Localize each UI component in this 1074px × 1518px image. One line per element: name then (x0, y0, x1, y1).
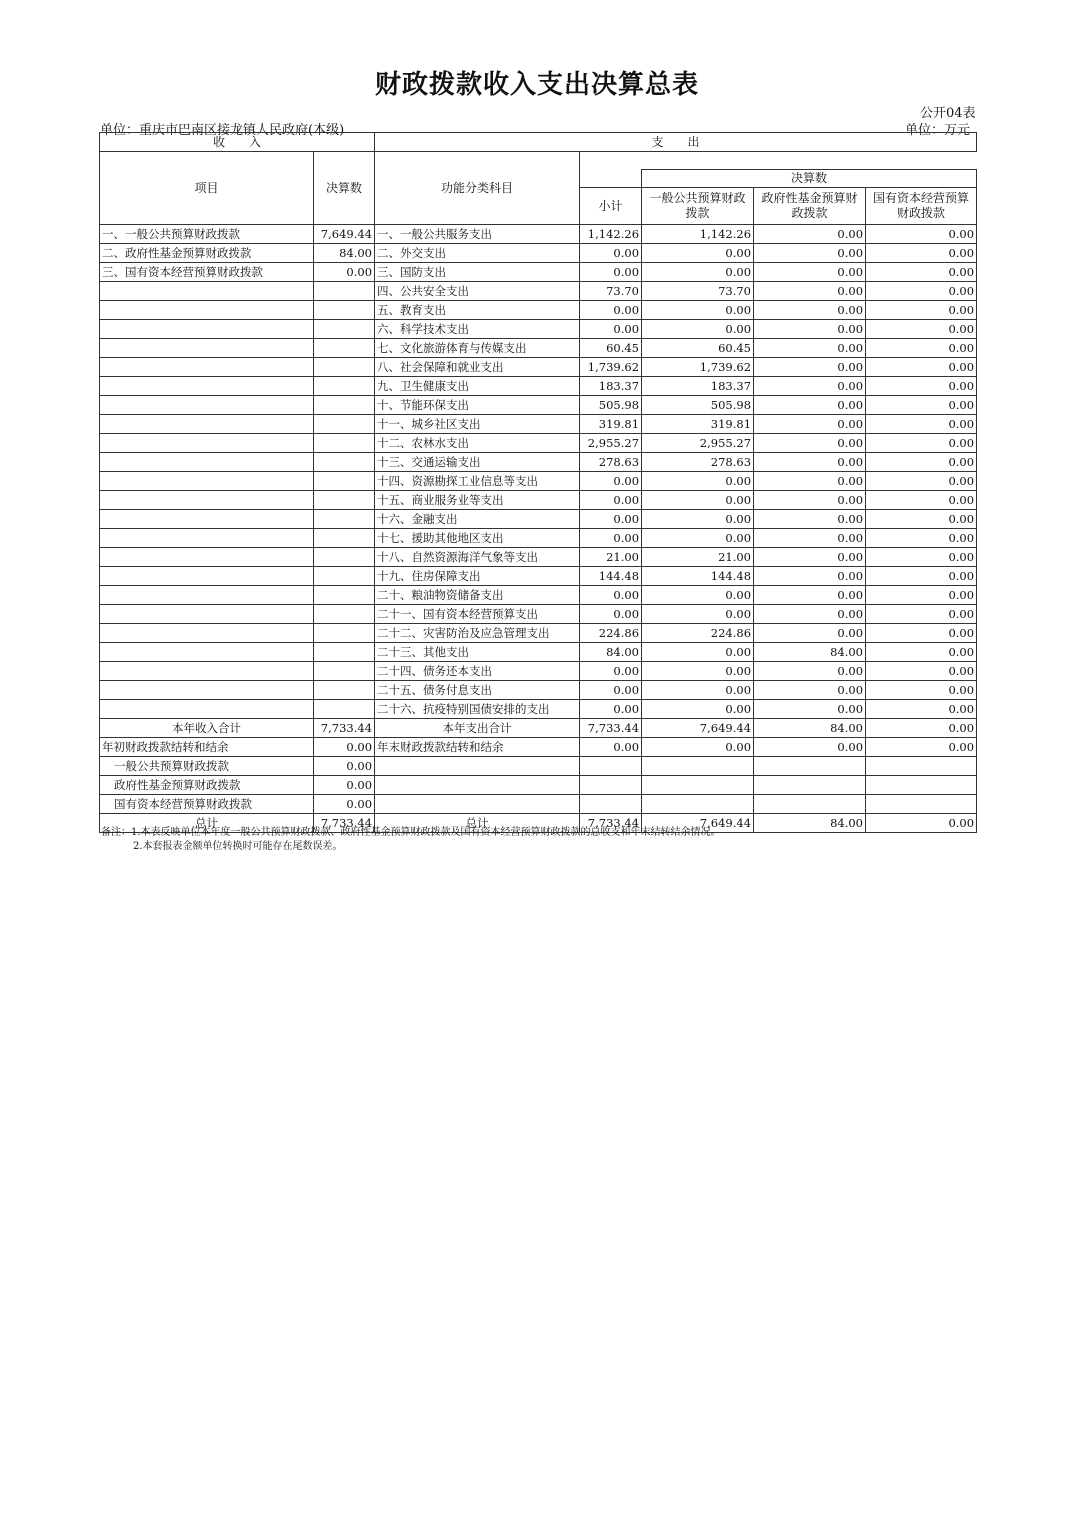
income-item (100, 643, 314, 662)
expense-subtotal: 319.81 (580, 415, 642, 434)
expense-state: 0.00 (866, 415, 977, 434)
grand-expense-total-label: 总计 (375, 814, 580, 833)
form-number: 公开04表 (920, 106, 976, 121)
carry-sub-amount: 0.00 (314, 757, 375, 776)
expense-fund: 0.00 (754, 681, 866, 700)
table-row (100, 681, 977, 700)
expense-header: 支 出 (375, 133, 977, 152)
expense-state: 0.00 (866, 358, 977, 377)
income-amount (314, 586, 375, 605)
expense-subtotal: 0.00 (580, 472, 642, 491)
expense-subtotal: 0.00 (580, 510, 642, 529)
empty-cell (580, 795, 642, 814)
expense-function: 二十三、其他支出 (375, 643, 580, 662)
expense-subtotal: 0.00 (580, 244, 642, 263)
carry-sub-row (100, 776, 977, 795)
carry-out-label: 年末财政拨款结转和结余 (375, 738, 580, 757)
expense-function: 十二、农林水支出 (375, 434, 580, 453)
expense-subtotal: 0.00 (580, 605, 642, 624)
carry-sub-label: 一般公共预算财政拨款 (100, 757, 314, 776)
empty-cell (580, 776, 642, 795)
table-row (100, 396, 977, 415)
expense-subtotal: 60.45 (580, 339, 642, 358)
income-amount (314, 491, 375, 510)
income-item (100, 377, 314, 396)
expense-state: 0.00 (866, 681, 977, 700)
expense-function: 十四、资源勘探工业信息等支出 (375, 472, 580, 491)
func-header: 功能分类科目 (375, 152, 580, 225)
expense-state: 0.00 (866, 244, 977, 263)
expense-state: 0.00 (866, 339, 977, 358)
income-amount (314, 681, 375, 700)
expense-fund: 0.00 (754, 396, 866, 415)
reporting-unit: 单位：重庆市巴南区接龙镇人民政府(本级) (100, 123, 345, 138)
empty-cell (754, 757, 866, 776)
income-item (100, 301, 314, 320)
empty-cell (754, 795, 866, 814)
item-header: 项目 (100, 152, 314, 225)
carry-sub-label: 国有资本经营预算财政拨款 (100, 795, 314, 814)
expense-function: 二、外交支出 (375, 244, 580, 263)
expense-fund: 84.00 (754, 643, 866, 662)
income-amount: 84.00 (314, 244, 375, 263)
expense-fund: 0.00 (754, 548, 866, 567)
table-row (100, 377, 977, 396)
expense-fund: 0.00 (754, 567, 866, 586)
expense-fund: 0.00 (754, 491, 866, 510)
empty-cell (642, 776, 754, 795)
expense-general: 60.45 (642, 339, 754, 358)
empty-cell (580, 757, 642, 776)
income-item (100, 700, 314, 719)
expense-subtotal: 1,142.26 (580, 225, 642, 244)
expense-general: 144.48 (642, 567, 754, 586)
settle-header: 决算数 (642, 170, 977, 188)
table-row (100, 358, 977, 377)
table-row (100, 567, 977, 586)
expense-general: 224.86 (642, 624, 754, 643)
expense-subtotal: 0.00 (580, 491, 642, 510)
budget-table (99, 132, 977, 833)
income-amount (314, 643, 375, 662)
expense-fund: 0.00 (754, 358, 866, 377)
year-total-row (100, 719, 977, 738)
expense-fund: 0.00 (754, 605, 866, 624)
expense-function: 二十五、债务付息支出 (375, 681, 580, 700)
expense-function: 十五、商业服务业等支出 (375, 491, 580, 510)
grand-income-total-label: 总计 (100, 814, 314, 833)
empty-cell (375, 795, 580, 814)
year-expense-general: 7,649.44 (642, 719, 754, 738)
expense-general: 0.00 (642, 320, 754, 339)
expense-subtotal: 183.37 (580, 377, 642, 396)
table-row (100, 263, 977, 282)
expense-subtotal: 73.70 (580, 282, 642, 301)
income-item: 二、政府性基金预算财政拨款 (100, 244, 314, 263)
expense-subtotal: 0.00 (580, 263, 642, 282)
expense-function: 十九、住房保障支出 (375, 567, 580, 586)
expense-subtotal: 1,739.62 (580, 358, 642, 377)
expense-general: 319.81 (642, 415, 754, 434)
income-item (100, 434, 314, 453)
expense-state: 0.00 (866, 396, 977, 415)
state-header: 国有资本经营预算财政拨款 (866, 188, 977, 225)
income-item: 三、国有资本经营预算财政拨款 (100, 263, 314, 282)
expense-state: 0.00 (866, 510, 977, 529)
expense-subtotal: 278.63 (580, 453, 642, 472)
expense-function: 十七、援助其他地区支出 (375, 529, 580, 548)
table-row (100, 301, 977, 320)
expense-state: 0.00 (866, 377, 977, 396)
income-item (100, 529, 314, 548)
header-spacer (580, 152, 642, 170)
expense-fund: 0.00 (754, 700, 866, 719)
expense-general: 0.00 (642, 662, 754, 681)
subtotal-header: 小计 (580, 188, 642, 225)
grand-expense-state: 0.00 (866, 814, 977, 833)
income-amount (314, 415, 375, 434)
expense-general: 505.98 (642, 396, 754, 415)
expense-fund: 0.00 (754, 244, 866, 263)
carry-sub-amount: 0.00 (314, 795, 375, 814)
expense-state: 0.00 (866, 643, 977, 662)
year-expense-subtotal: 7,733.44 (580, 719, 642, 738)
expense-function: 四、公共安全支出 (375, 282, 580, 301)
expense-state: 0.00 (866, 301, 977, 320)
expense-state: 0.00 (866, 320, 977, 339)
expense-general: 0.00 (642, 263, 754, 282)
income-item (100, 339, 314, 358)
table-row (100, 225, 977, 244)
carry-out-subtotal: 0.00 (580, 738, 642, 757)
empty-cell (375, 776, 580, 795)
expense-fund: 0.00 (754, 225, 866, 244)
fund-header: 政府性基金预算财政拨款 (754, 188, 866, 225)
expense-fund: 0.00 (754, 586, 866, 605)
carry-out-fund: 0.00 (754, 738, 866, 757)
grand-expense-general: 7,649.44 (642, 814, 754, 833)
income-amount (314, 320, 375, 339)
expense-general: 278.63 (642, 453, 754, 472)
income-amount (314, 377, 375, 396)
expense-function: 一、一般公共服务支出 (375, 225, 580, 244)
expense-state: 0.00 (866, 548, 977, 567)
expense-state: 0.00 (866, 567, 977, 586)
expense-general: 0.00 (642, 586, 754, 605)
grand-expense-fund: 84.00 (754, 814, 866, 833)
expense-subtotal: 21.00 (580, 548, 642, 567)
income-item (100, 681, 314, 700)
expense-general: 0.00 (642, 681, 754, 700)
year-expense-state: 0.00 (866, 719, 977, 738)
expense-state: 0.00 (866, 700, 977, 719)
expense-function: 二十四、债务还本支出 (375, 662, 580, 681)
expense-state: 0.00 (866, 263, 977, 282)
expense-fund: 0.00 (754, 662, 866, 681)
expense-subtotal: 0.00 (580, 681, 642, 700)
expense-state: 0.00 (866, 605, 977, 624)
expense-function: 十六、金融支出 (375, 510, 580, 529)
income-amount (314, 453, 375, 472)
expense-general: 0.00 (642, 643, 754, 662)
table-row (100, 434, 977, 453)
expense-subtotal: 0.00 (580, 301, 642, 320)
empty-cell (866, 776, 977, 795)
expense-fund: 0.00 (754, 529, 866, 548)
income-item (100, 472, 314, 491)
expense-state: 0.00 (866, 282, 977, 301)
expense-general: 0.00 (642, 529, 754, 548)
expense-general: 0.00 (642, 244, 754, 263)
expense-function: 三、国防支出 (375, 263, 580, 282)
expense-subtotal: 0.00 (580, 320, 642, 339)
carry-row (100, 738, 977, 757)
expense-function: 二十六、抗疫特别国债安排的支出 (375, 700, 580, 719)
amount-header: 决算数 (314, 152, 375, 225)
expense-function: 七、文化旅游体育与传媒支出 (375, 339, 580, 358)
expense-function: 八、社会保障和就业支出 (375, 358, 580, 377)
expense-state: 0.00 (866, 434, 977, 453)
income-amount (314, 567, 375, 586)
income-item (100, 624, 314, 643)
carry-out-state: 0.00 (866, 738, 977, 757)
expense-fund: 0.00 (754, 320, 866, 339)
expense-fund: 0.00 (754, 282, 866, 301)
income-item (100, 282, 314, 301)
expense-subtotal: 505.98 (580, 396, 642, 415)
empty-cell (754, 776, 866, 795)
income-amount (314, 301, 375, 320)
expense-function: 六、科学技术支出 (375, 320, 580, 339)
notes (101, 826, 721, 854)
table-row (100, 491, 977, 510)
income-item (100, 453, 314, 472)
expense-state: 0.00 (866, 472, 977, 491)
expense-fund: 0.00 (754, 510, 866, 529)
income-amount (314, 472, 375, 491)
table-row (100, 662, 977, 681)
expense-subtotal: 2,955.27 (580, 434, 642, 453)
income-item (100, 586, 314, 605)
expense-general: 0.00 (642, 700, 754, 719)
grand-income-total: 7,733.44 (314, 814, 375, 833)
expense-general: 0.00 (642, 491, 754, 510)
expense-subtotal: 84.00 (580, 643, 642, 662)
empty-cell (642, 757, 754, 776)
year-expense-total-label: 本年支出合计 (375, 719, 580, 738)
carry-in-amount: 0.00 (314, 738, 375, 757)
carry-sub-label: 政府性基金预算财政拨款 (100, 776, 314, 795)
income-amount (314, 358, 375, 377)
note-line: 备注：1.本表反映单位本年度一般公共预算财政拨款、政府性基金预算财政拨款及国有资本经营预算财政拨款的总收支和年末结转结余情况。 (101, 827, 721, 838)
expense-fund: 0.00 (754, 434, 866, 453)
expense-function: 十、节能环保支出 (375, 396, 580, 415)
income-amount (314, 548, 375, 567)
income-amount (314, 700, 375, 719)
expense-subtotal: 0.00 (580, 700, 642, 719)
currency-unit: 单位：万元 (905, 123, 971, 138)
expense-state: 0.00 (866, 529, 977, 548)
header-spacer (642, 152, 977, 170)
income-item (100, 415, 314, 434)
table-row (100, 415, 977, 434)
expense-subtotal: 144.48 (580, 567, 642, 586)
empty-cell (866, 795, 977, 814)
expense-fund: 0.00 (754, 624, 866, 643)
expense-function: 二十、粮油物资储备支出 (375, 586, 580, 605)
income-amount (314, 434, 375, 453)
income-amount: 7,649.44 (314, 225, 375, 244)
expense-fund: 0.00 (754, 263, 866, 282)
expense-fund: 0.00 (754, 415, 866, 434)
income-item (100, 567, 314, 586)
income-amount (314, 282, 375, 301)
expense-subtotal: 0.00 (580, 662, 642, 681)
income-item (100, 605, 314, 624)
expense-state: 0.00 (866, 225, 977, 244)
year-income-total-label: 本年收入合计 (100, 719, 314, 738)
income-amount: 0.00 (314, 263, 375, 282)
carry-sub-row (100, 795, 977, 814)
expense-general: 1,739.62 (642, 358, 754, 377)
table-row (100, 453, 977, 472)
empty-cell (866, 757, 977, 776)
expense-function: 二十二、灾害防治及应急管理支出 (375, 624, 580, 643)
table-row (100, 624, 977, 643)
income-item (100, 320, 314, 339)
expense-general: 0.00 (642, 472, 754, 491)
expense-function: 五、教育支出 (375, 301, 580, 320)
income-item (100, 358, 314, 377)
table-row (100, 529, 977, 548)
expense-fund: 0.00 (754, 339, 866, 358)
carry-in-label: 年初财政拨款结转和结余 (100, 738, 314, 757)
expense-state: 0.00 (866, 491, 977, 510)
expense-fund: 0.00 (754, 453, 866, 472)
income-amount (314, 396, 375, 415)
table-row (100, 548, 977, 567)
income-item (100, 510, 314, 529)
expense-subtotal: 0.00 (580, 586, 642, 605)
table-row (100, 339, 977, 358)
header-spacer (580, 170, 642, 188)
expense-function: 十三、交通运输支出 (375, 453, 580, 472)
income-amount (314, 624, 375, 643)
table-row (100, 244, 977, 263)
expense-general: 0.00 (642, 301, 754, 320)
expense-fund: 0.00 (754, 301, 866, 320)
expense-general: 183.37 (642, 377, 754, 396)
table-row (100, 472, 977, 491)
expense-general: 0.00 (642, 510, 754, 529)
expense-subtotal: 224.86 (580, 624, 642, 643)
expense-fund: 0.00 (754, 377, 866, 396)
table-row (100, 586, 977, 605)
expense-general: 0.00 (642, 605, 754, 624)
expense-state: 0.00 (866, 662, 977, 681)
expense-general: 2,955.27 (642, 434, 754, 453)
page-title: 财政拨款收入支出决算总表 (374, 70, 699, 100)
income-item (100, 396, 314, 415)
expense-state: 0.00 (866, 453, 977, 472)
year-income-total: 7,733.44 (314, 719, 375, 738)
expense-fund: 0.00 (754, 472, 866, 491)
expense-function: 二十一、国有资本经营预算支出 (375, 605, 580, 624)
grand-expense-subtotal: 7,733.44 (580, 814, 642, 833)
income-amount (314, 339, 375, 358)
income-amount (314, 662, 375, 681)
table-row (100, 510, 977, 529)
general-header: 一般公共预算财政拨款 (642, 188, 754, 225)
income-item (100, 491, 314, 510)
income-amount (314, 529, 375, 548)
carry-sub-row (100, 757, 977, 776)
empty-cell (642, 795, 754, 814)
expense-general: 21.00 (642, 548, 754, 567)
table-row (100, 700, 977, 719)
table-row (100, 643, 977, 662)
income-item: 一、一般公共预算财政拨款 (100, 225, 314, 244)
carry-sub-amount: 0.00 (314, 776, 375, 795)
expense-general: 1,142.26 (642, 225, 754, 244)
expense-general: 73.70 (642, 282, 754, 301)
expense-subtotal: 0.00 (580, 529, 642, 548)
empty-cell (375, 757, 580, 776)
income-amount (314, 510, 375, 529)
expense-state: 0.00 (866, 624, 977, 643)
income-item (100, 548, 314, 567)
year-expense-fund: 84.00 (754, 719, 866, 738)
expense-state: 0.00 (866, 586, 977, 605)
carry-out-general: 0.00 (642, 738, 754, 757)
table-row (100, 320, 977, 339)
income-amount (314, 605, 375, 624)
table-row (100, 605, 977, 624)
note-line: 2.本套报表金额单位转换时可能存在尾数误差。 (133, 841, 343, 852)
income-item (100, 662, 314, 681)
expense-function: 九、卫生健康支出 (375, 377, 580, 396)
expense-function: 十八、自然资源海洋气象等支出 (375, 548, 580, 567)
table-row (100, 282, 977, 301)
income-header: 收 入 (100, 133, 375, 152)
expense-function: 十一、城乡社区支出 (375, 415, 580, 434)
